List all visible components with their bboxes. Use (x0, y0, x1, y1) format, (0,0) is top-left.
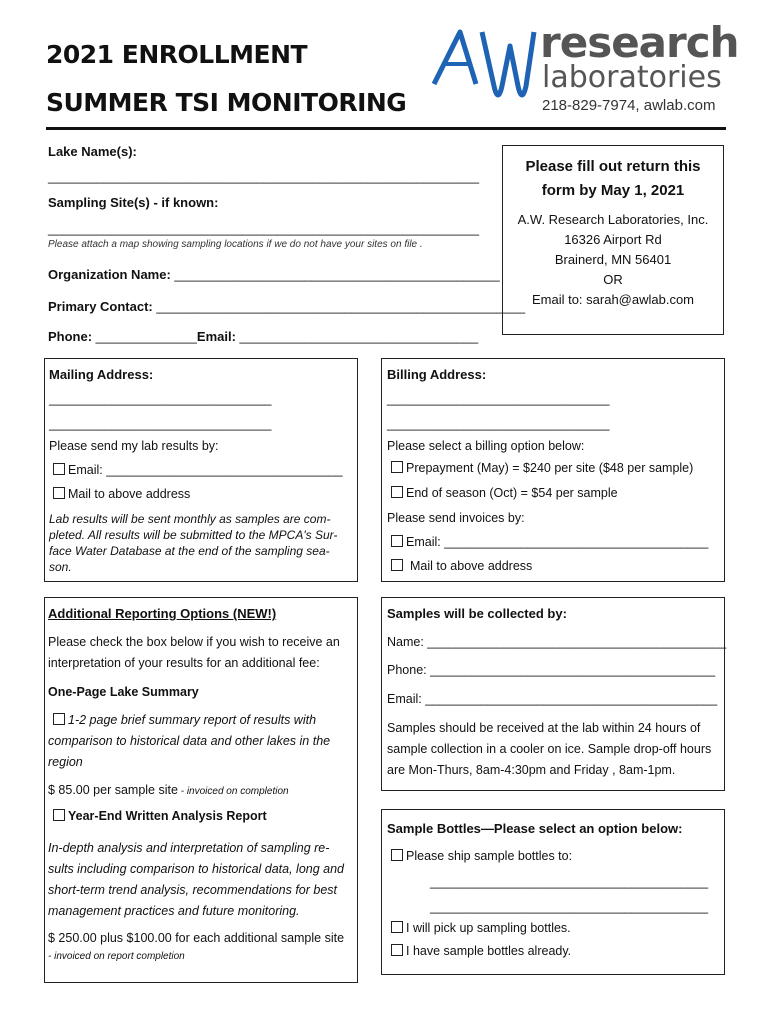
pickup-bottles-label: I will pick up sampling bottles. (406, 921, 571, 935)
have-bottles-option[interactable] (391, 944, 571, 958)
prepayment-option[interactable] (391, 461, 693, 475)
written-report-title: Year-End Written Analysis Report (68, 809, 267, 823)
results-email-label: Email: (68, 463, 107, 477)
logo-word-laboratories: laboratories (542, 60, 722, 95)
invoice-email-checkbox[interactable] (391, 535, 403, 547)
collector-title: Samples will be collected by: (387, 606, 567, 621)
collector-note-2: sample collection in a cooler on ice. Sample drop-off hours (387, 742, 712, 756)
sampling-site-label: Sampling Site(s) - if known: (48, 195, 219, 210)
written-report-price-note: - invoiced on report completion (48, 951, 185, 962)
additional-intro-1: Please check the box below if you wish to receive an (48, 635, 340, 649)
mailing-line-2[interactable]: ________________________________ (49, 417, 272, 431)
collector-email-label: Email: (387, 692, 426, 706)
sample-bottles-box (381, 809, 725, 975)
results-email-checkbox[interactable] (53, 463, 65, 475)
billing-address-box (381, 358, 725, 582)
collector-note-3: are Mon-Thurs, 8am-4:30pm and Friday , 8am-1pm. (387, 763, 676, 777)
collector-name-label: Name: (387, 635, 428, 649)
results-email-field[interactable]: __________________________________ (106, 463, 343, 477)
organization-row (48, 267, 500, 282)
primary-contact-row (48, 299, 526, 314)
logo-word-research: research (540, 18, 739, 67)
collector-email-field[interactable]: __________________________________________ (425, 692, 718, 706)
have-bottles-label: I have sample bottles already. (406, 944, 572, 958)
lake-name-field[interactable]: ______________________________________________________________ (48, 170, 480, 184)
additional-reporting-box (44, 597, 358, 983)
end-of-season-option[interactable] (391, 486, 618, 500)
summary-desc-2: comparison to historical data and other lakes in the (48, 734, 331, 748)
summary-desc-1: 1-2 page brief summary report of results with (68, 713, 317, 727)
collector-name-row (387, 635, 727, 649)
invoice-email-label: Email: (406, 535, 445, 549)
pickup-bottles-checkbox[interactable] (391, 921, 403, 933)
pickup-bottles-option[interactable] (391, 921, 571, 935)
written-report-desc-4: management practices and future monitoring. (48, 904, 300, 918)
return-email: Email to: sarah@awlab.com (531, 292, 695, 307)
prepayment-label: Prepayment (May) = $240 per site ($48 per sample) (406, 461, 694, 475)
written-report-checkbox[interactable] (53, 809, 65, 821)
return-heading-line2: form by May 1, 2021 (541, 182, 685, 199)
return-heading-line1: Please fill out return this (525, 158, 701, 175)
phone-label: Phone: (48, 329, 96, 344)
mailing-title: Mailing Address: (49, 367, 154, 382)
summary-price-row (48, 780, 289, 802)
collector-name-field[interactable]: ___________________________________________ (427, 635, 727, 649)
return-address-1: A.W. Research Laboratories, Inc. (517, 212, 709, 227)
results-note: Lab results will be sent monthly as samples are com-pleted. All results will be submitted to the MPCA's Sur-face Water Database at the end of the sampling sea-son. (49, 512, 338, 574)
ship-bottles-option[interactable] (391, 849, 572, 863)
primary-contact-label: Primary Contact: (48, 299, 157, 314)
return-address-2: 16326 Airport Rd (564, 232, 662, 247)
results-mail-label: Mail to above address (68, 487, 191, 501)
have-bottles-checkbox[interactable] (391, 944, 403, 956)
return-info-box (502, 145, 724, 335)
results-mail-checkbox[interactable] (53, 487, 65, 499)
collector-email-row (387, 692, 721, 706)
collector-phone-field[interactable]: _________________________________________ (430, 663, 716, 677)
aw-logo-mark (430, 24, 540, 114)
results-mail-option[interactable] (53, 487, 190, 501)
written-report-desc-1: In-depth analysis and interpretation of sampling re- (48, 841, 330, 855)
company-logo (430, 18, 739, 114)
organization-label: Organization Name: (48, 267, 175, 282)
written-report-option[interactable] (53, 809, 267, 823)
written-report-desc-3: short-term trend analysis, recommendations for best (48, 883, 338, 897)
summary-desc-3: region (48, 755, 83, 769)
email-field[interactable]: _________________________________ (239, 329, 479, 344)
collector-phone-label: Phone: (387, 663, 431, 677)
invoice-prompt: Please send invoices by: (387, 511, 525, 525)
mailing-line-1[interactable]: ________________________________ (49, 392, 272, 406)
billing-line-1[interactable]: ________________________________ (387, 392, 610, 406)
primary-contact-field[interactable]: ___________________________________________________ (156, 299, 526, 314)
ship-bottles-checkbox[interactable] (391, 849, 403, 861)
map-note: Please attach a map showing sampling locations if we do not have your sites on file . (48, 239, 423, 250)
bottles-title: Sample Bottles—Please select an option below: (387, 821, 683, 836)
ship-bottles-label: Please ship sample bottles to: (406, 849, 573, 863)
invoice-mail-checkbox[interactable] (391, 559, 403, 571)
ship-address-line-1[interactable]: ________________________________________ (430, 875, 709, 889)
collector-note-1: Samples should be received at the lab within 24 hours of (387, 721, 701, 735)
summary-checkbox[interactable] (53, 713, 65, 725)
end-of-season-checkbox[interactable] (391, 486, 403, 498)
written-report-desc-2: sults including comparison to historical data, long and (48, 862, 345, 876)
invoice-mail-label: Mail to above address (410, 559, 533, 573)
billing-title: Billing Address: (387, 367, 487, 382)
summary-option[interactable] (53, 710, 316, 730)
collector-box (381, 597, 725, 791)
page-title-line2: SUMMER TSI MONITORING (46, 88, 407, 117)
additional-intro-2: interpretation of your results for an additional fee: (48, 656, 320, 670)
end-of-season-label: End of season (Oct) = $54 per sample (406, 486, 618, 500)
ship-address-line-2[interactable]: ________________________________________ (430, 900, 709, 914)
logo-contact: 218-829-7974, awlab.com (542, 97, 716, 114)
summary-price-note: - invoiced on completion (177, 786, 289, 797)
additional-title: Additional Reporting Options (NEW!) (48, 606, 277, 621)
prepayment-checkbox[interactable] (391, 461, 403, 473)
header-rule (46, 127, 726, 130)
return-address-3: Brainerd, MN 56401 (554, 252, 672, 267)
invoice-email-option[interactable] (391, 535, 721, 549)
invoice-mail-option[interactable] (391, 559, 532, 573)
lake-name-label: Lake Name(s): (48, 144, 137, 159)
mailing-address-box (44, 358, 358, 582)
results-email-option[interactable] (53, 463, 353, 477)
send-results-prompt: Please send my lab results by: (49, 439, 219, 453)
phone-email-row (48, 329, 488, 344)
return-or: OR (603, 272, 623, 287)
billing-line-2[interactable]: ________________________________ (387, 417, 610, 431)
summary-price: $ 85.00 per sample site (48, 783, 178, 797)
sampling-site-field[interactable]: ______________________________________________________________ (48, 222, 480, 236)
email-label: Email: (196, 329, 240, 344)
phone-field[interactable]: ______________ (95, 329, 197, 344)
collector-phone-row (387, 663, 721, 677)
billing-prompt: Please select a billing option below: (387, 439, 585, 453)
invoice-email-field[interactable]: ______________________________________ (444, 535, 709, 549)
organization-field[interactable]: _____________________________________________ (174, 267, 500, 282)
summary-option-title: One-Page Lake Summary (48, 685, 199, 699)
page-title-line1: 2021 ENROLLMENT (46, 40, 308, 69)
written-report-price: $ 250.00 plus $100.00 for each additional sample site (48, 931, 345, 945)
